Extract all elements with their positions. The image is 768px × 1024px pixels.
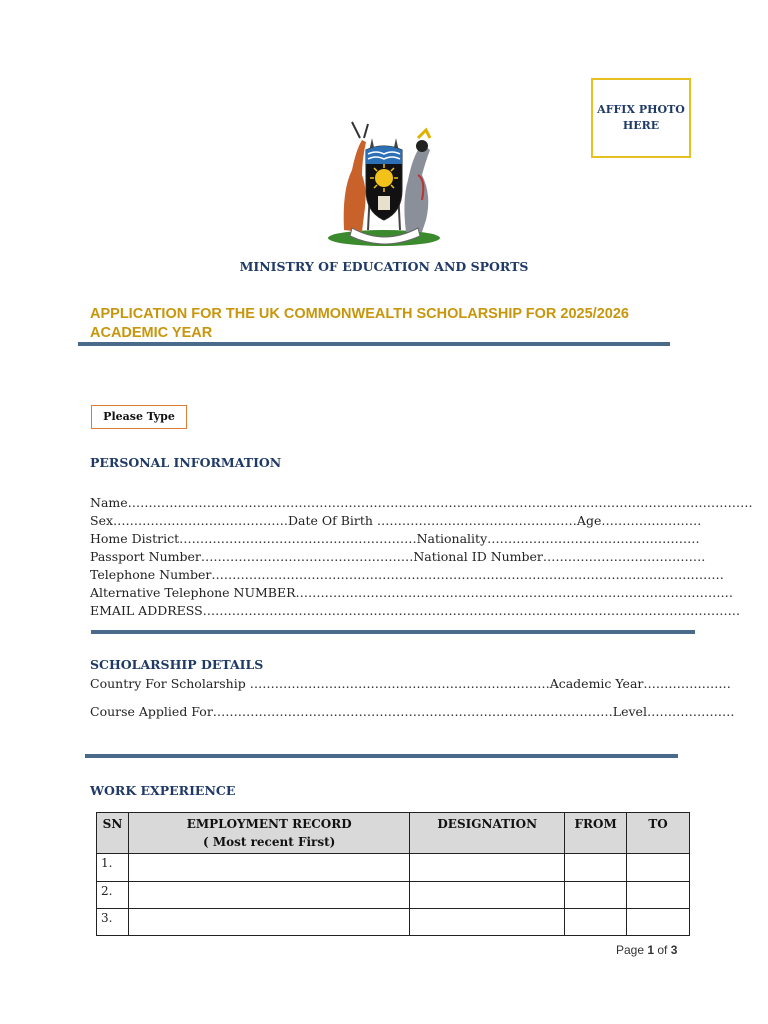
col-designation: DESIGNATION: [410, 813, 565, 854]
work-experience-heading: WORK EXPERIENCE: [90, 783, 236, 798]
col-employment-record: [128, 813, 409, 854]
page-total: 3: [670, 943, 678, 957]
from-cell[interactable]: [565, 854, 627, 882]
name-field[interactable]: Name……………………………………………………………………………………………………………………………………: [90, 495, 753, 510]
table-row: [97, 909, 690, 936]
col-from: FROM: [565, 813, 627, 854]
to-cell[interactable]: [627, 882, 690, 909]
alt-telephone-field[interactable]: Alternative Telephone NUMBER……………………………………………………………………………………………: [90, 585, 734, 600]
email-field[interactable]: EMAIL ADDRESS…………………………………………………………………………………………………………………: [90, 603, 741, 618]
telephone-field[interactable]: Telephone Number……………………………………………………………………………………………………………: [90, 567, 724, 582]
sex-dob-age-field[interactable]: Sex……………………………………Date Of Birth …………………………………………Age……………………: [90, 513, 702, 528]
application-title-line2: ACADEMIC YEAR: [90, 325, 213, 341]
table-header-row: [97, 813, 690, 854]
coat-of-arms-emblem: [322, 120, 446, 250]
country-academic-year-field[interactable]: Country For Scholarship ………………………………………………………………Academic Year…………………: [90, 676, 731, 691]
personal-information-heading: PERSONAL INFORMATION: [90, 455, 282, 470]
ministry-name: MINISTRY OF EDUCATION AND SPORTS: [239, 259, 529, 274]
from-cell[interactable]: [565, 909, 627, 936]
scholarship-details-heading: SCHOLARSHIP DETAILS: [90, 657, 264, 672]
passport-national-id-field[interactable]: Passport Number……………………………………………National ID Number…………………………………: [90, 549, 706, 564]
col-to: TO: [627, 813, 690, 854]
photo-placeholder-line2: HERE: [622, 119, 660, 132]
designation-cell[interactable]: [410, 909, 565, 936]
table-row: [97, 882, 690, 909]
photo-placeholder: [591, 78, 691, 158]
page-number: [616, 943, 677, 957]
application-title-line1: APPLICATION FOR THE UK COMMONWEALTH SCHOLARSHIP FOR 2025/2026: [90, 306, 629, 322]
table-row: [97, 854, 690, 882]
col-employment-record-line2: ( Most recent First): [202, 835, 336, 849]
employment-cell[interactable]: [128, 854, 409, 882]
home-district-nationality-field[interactable]: Home District…………………………………………………Nationality……………………………………………: [90, 531, 700, 546]
course-level-field[interactable]: Course Applied For……………………………………………………………………………………Level…………………: [90, 704, 735, 719]
employment-cell[interactable]: [128, 882, 409, 909]
to-cell[interactable]: [627, 854, 690, 882]
photo-placeholder-line1: AFFIX PHOTO: [597, 103, 685, 116]
application-title: [90, 305, 690, 343]
please-type-note: Please Type: [91, 405, 187, 429]
employment-cell[interactable]: [128, 909, 409, 936]
from-cell[interactable]: [565, 882, 627, 909]
row-number: 2.: [97, 882, 129, 909]
page-of: of: [654, 943, 671, 957]
row-number: 1.: [97, 854, 129, 882]
personal-divider: [91, 630, 695, 634]
scholarship-divider: [85, 754, 678, 758]
page-current: 1: [647, 943, 655, 957]
title-divider: [78, 342, 670, 346]
row-number: 3.: [97, 909, 129, 936]
work-experience-table: [96, 812, 690, 936]
designation-cell[interactable]: [410, 882, 565, 909]
col-sn: SN: [97, 813, 129, 854]
page-prefix: Page: [616, 943, 648, 957]
to-cell[interactable]: [627, 909, 690, 936]
designation-cell[interactable]: [410, 854, 565, 882]
col-employment-record-line1: EMPLOYMENT RECORD: [186, 817, 352, 831]
